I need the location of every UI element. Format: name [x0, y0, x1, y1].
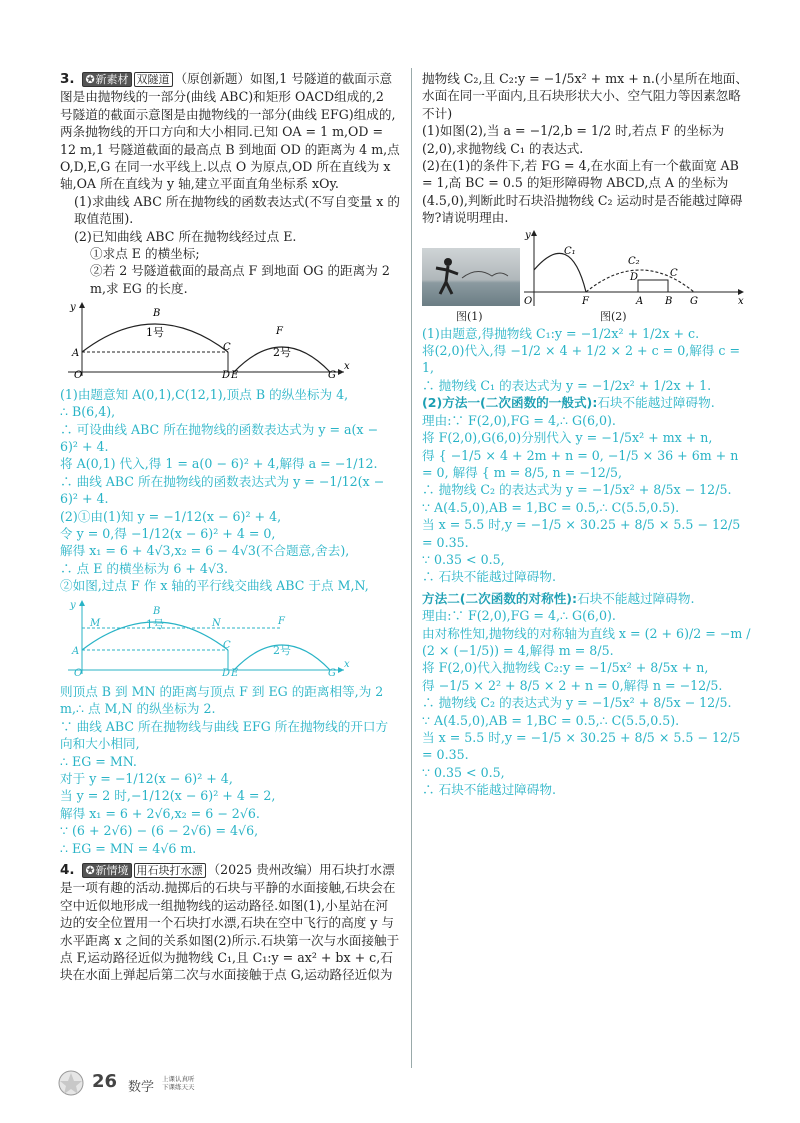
tag-new-material: ✪新素材 [82, 72, 132, 87]
question-number: 4. [60, 862, 75, 879]
figure-2-caption: 图(2) [600, 309, 627, 323]
svg-text:F: F [582, 295, 589, 307]
page-footer [52, 1068, 252, 1098]
subject-label: 数学 [128, 1080, 155, 1095]
point-B: B [153, 308, 161, 320]
question-source: （2025 贵州改编） [207, 862, 320, 878]
question-number: 3. [60, 71, 75, 87]
point-O: O [74, 370, 83, 379]
person-icon [422, 248, 520, 306]
part-1: (1)如图(2),当 a = −1/2,b = 1/2 时,若点 F 的坐标为 (2,0),求抛物线 C₁ 的表达式. [422, 123, 725, 156]
question-stem: 用石块打水漂是一项有趣的活动.抛掷后的石块与平静的水面接触,石块会在空中近似地形成一组抛物线的运动路径.如图(1),小星站在河边的安全位置用一个石块打水漂,石块在空中飞行的高度 y 与水平距离 x 之间的关系如图(2)所示.石块第一次与水面接触于点 F,运动路径近似为抛物线 C₁,且 C₁:y = ax² + bx + c,石块在水面上弹起后第二次与水面接触于点 G,运动路径近似为 [60, 862, 400, 983]
svg-text:A: A [636, 295, 644, 307]
svg-text:D: D [222, 667, 231, 676]
y-axis-label: y [70, 302, 76, 314]
answer-q4: (1)由题意,得抛物线 C₁:y = −1/2x² + 1/2x + c. 将(2,0)代入,得 −1/2 × 4 + 1/2 × 2 + c = 0,解得 c = 1, ∴ 抛物线 C₁ 的表达式为 y = −1/2x² + 1/2x + 1. (2)方法一(二次函数的一般式):石块不能越过障碍物. 理由:∵ F(2,0),FG = 4,∴ G(6,0). 将 F(2,0),G(6,0)分别代入 y = −1/5x² + mx + n, 得 { −1/5 × 4 + 2m + n = 0, −1/5 × 36 + 6m + n = 0, 解得 { m = 8/5, n = −12/5, ∴ 抛物线 C₂ 的表达式为 y = −1/5x² + 8/5x − 12/5. ∵ A(4.5,0),AB = 1,BC = 0.5,∴ C(5.5,0.5). 当 x = 5.5 时,y = −1/5 × 30.25 + 8/5 × 5.5 − 12/5 = 0.35. ∵ 0.35 < 0.5, ∴ 石块不能越过障碍物. 方法二(二次函数的对称性):石块不能越过障碍物. 理由:∵ F(2,0),FG = 4,∴ G(6,0). 由对称性知,抛物线的对称轴为直线 x = (2 + 6)/2 = −m / (2 × (−1/5)) = 4,解得 m = 8/5. 将 F(2,0)代入抛物线 C₂:y = −1/5x² + 8/5x + n, 得 −1/5 × 2² + 8/5 × 2 + n = 0,解得 n = −12/5. ∴ 抛物线 C₂ 的表达式为 y = −1/5x² + 8/5x − 12/5. ∵ A(4.5,0),AB = 1,BC = 0.5,∴ C(5.5,0.5). 当 x = 5.5 时,y = −1/5 × 30.25 + 8/5 × 5.5 − 12/5 = 0.35. ∵ 0.35 < 0.5, ∴ 石块不能越过障碍物. [422, 325, 751, 798]
svg-text:O: O [524, 295, 533, 307]
question-3: 3. ✪新素材 双隧道 （原创新题）如图,1 号隧道的截面示意图是由抛物线的一部分(曲线 ABC)和矩形 OACD组成的,2 号隧道的截面示意图是由抛物线的一部分(曲线 EFG)组成的,两条抛物线的开口方向和大小相同.已知 OA = 1 m,OD = 12 m,1 号隧道截面的最高点 B 到地面 OD 的距离为 4 m,点 O,D,E,G 在同一水平线上.以点 O 为原点,OD 所在直线为 x 轴,OA 所在直线为 y 轴,建立平面直角坐标系 xOy. (1)求曲线 ABC 所在抛物线的函数表达式(不写自变量 x 的取值范围). (2)已知曲线 ABC 所在抛物线经过点 E. ①求点 E 的横坐标; ②若 2 号隧道截面的最高点 F 到地面 OG 的距离为 2 m,求 EG 的长度. y B 1号 F 2号 A C O D E G x (1)由题意知 A(0,1),C(12,1),顶点 B 的纵坐标为 4, ∴ B(6,4), ∴ 可设曲线 ABC 所在抛物线的函数表达式为 y = a(x − 6)² + 4. 将 A(0,1) 代入,得 1 = a(0 − 6)² + 4,解得 a = −1/12. ∴ 曲线 ABC 所在抛物线的函数表达式为 y = −1/12(x − 6)² + 4. (2)①由(1)知 y = −1/12(x − 6)² + 4, 令 y = 0,得 −1/12(x − 6)² + 4 = 0, 解得 x₁ = 6 + 4√3,x₂ = 6 − 4√3(不合题意,舍去), ∴ 点 E 的横坐标为 6 + 4√3. ②如图,过点 F 作 x 轴的平行线交曲线 ABC 于点 M,N, y B 1号 M N F 2号 A C O D E G x 则顶点 B 到 MN 的距离与顶点 F 到 EG 的距离相等,为 2 m,∴ 点 M,N 的纵坐标为 2. ∵ 曲线 ABC 所在抛物线与曲线 EFG 所在抛物线的开口方向和大小相同, ∴ EG = MN. 对于 y = −1/12(x − 6)² + 4, 当 y = 2 时,−1/12(x − 6)² + 4 = 2, 解得 x₁ = 6 + 2√6,x₂ = 6 − 2√6. ∵ (6 + 2√6) − (6 − 2√6) = 4√6, ∴ EG = MN = 4√6 m. [60, 71, 400, 856]
svg-text:x: x [344, 658, 350, 670]
svg-text:M: M [90, 617, 101, 629]
point-A: A [72, 348, 80, 360]
question-4 [60, 861, 400, 984]
tag-topic: 双隧道 [134, 72, 173, 87]
svg-text:G: G [690, 295, 698, 307]
svg-text:x: x [738, 295, 744, 307]
svg-text:B: B [153, 605, 161, 617]
svg-text:C₂: C₂ [628, 255, 640, 267]
answer-q3: (1)由题意知 A(0,1),C(12,1),顶点 B 的纵坐标为 4, ∴ B(6,4), ∴ 可设曲线 ABC 所在抛物线的函数表达式为 y = a(x − 6)² + 4. 将 A(0,1) 代入,得 1 = a(0 − 6)² + 4,解得 a = −1/12. ∴ 曲线 ABC 所在抛物线的函数表达式为 y = −1/12(x − 6)² + 4. (2)①由(1)知 y = −1/12(x − 6)² + 4, 令 y = 0,得 −1/12(x − 6)² + 4 = 0, 解得 x₁ = 6 + 4√3,x₂ = 6 − 4√3(不合题意,舍去), ∴ 点 E 的横坐标为 6 + 4√3. ②如图,过点 F 作 x 轴的平行线交曲线 ABC 于点 M,N, y B 1号 M N F 2号 A C O D E G x 则顶点 B 到 MN 的距离与顶点 F 到 EG 的距离相等,为 2 m,∴ 点 M,N 的纵坐标为 2. ∵ 曲线 ABC 所在抛物线与曲线 EFG 所在抛物线的开口方向和大小相同, ∴ EG = MN. 对于 y = −1/12(x − 6)² + 4, 当 y = 2 时,−1/12(x − 6)² + 4 = 2, 解得 x₁ = 6 + 2√6,x₂ = 6 − 2√6. ∵ (6 + 2√6) − (6 − 2√6) = 4√6, ∴ EG = MN = 4√6 m. [60, 386, 389, 856]
part-1: (1)求曲线 ABC 所在抛物线的函数表达式(不写自变量 x 的取值范围). [74, 193, 400, 227]
point-G: G [328, 370, 336, 379]
tunnel-figure-1 [60, 300, 350, 378]
part-2: (2)已知曲线 ABC 所在抛物线经过点 E. [74, 228, 297, 244]
point-F: F [276, 326, 283, 338]
figures-row [422, 230, 752, 322]
question-source: （原创新题） [174, 71, 251, 86]
svg-text:N: N [212, 617, 221, 629]
method-2-title: 方法二(二次函数的对称性): [422, 590, 578, 606]
tunnel-figure-2 [60, 598, 350, 676]
point-E: E [231, 370, 239, 379]
point-C: C [223, 342, 231, 354]
tunnel-1-label: 1号 [146, 326, 164, 340]
svg-text:y: y [525, 229, 531, 241]
svg-text:G: G [328, 667, 336, 676]
svg-text:D: D [630, 271, 639, 283]
svg-text:C₁: C₁ [564, 245, 576, 257]
star-icon: ✪ [85, 864, 95, 878]
method-1-title: (2)方法一(二次函数的一般式): [422, 395, 598, 411]
svg-text:1号: 1号 [146, 617, 164, 631]
figure-2-graph [520, 230, 750, 310]
left-column [60, 70, 400, 984]
svg-text:B: B [665, 295, 673, 307]
question-stem-continued: 抛物线 C₂,且 C₂:y = −1/5x² + mx + n.(小星所在地面、水面在同一平面内,且石块形状大小、空气阻力等因素忽略不计) [422, 71, 748, 121]
publisher-logo-icon [52, 1068, 90, 1098]
svg-text:O: O [74, 667, 83, 676]
part-2a: ①求点 E 的横坐标; [90, 246, 200, 262]
svg-text:C: C [223, 639, 231, 651]
tag-topic: 用石块打水漂 [134, 863, 206, 878]
figure-1-caption: 图(1) [456, 309, 483, 323]
tag-new-context: ✪新情境 [82, 863, 132, 878]
tunnel-2-label: 2号 [273, 346, 291, 360]
slogan: 上课认真听 下课练天天 [162, 1075, 195, 1091]
svg-text:y: y [70, 599, 76, 611]
column-divider [411, 68, 412, 1068]
part-2b: ②若 2 号隧道截面的最高点 F 到地面 OG 的距离为 2 m,求 EG 的长度. [90, 263, 390, 296]
page-number: 26 [92, 1071, 118, 1092]
svg-text:2号: 2号 [273, 643, 291, 657]
svg-text:C: C [670, 267, 678, 279]
right-column [422, 70, 752, 799]
point-D: D [222, 370, 231, 379]
x-axis-label: x [344, 361, 350, 373]
star-icon: ✪ [85, 73, 95, 86]
svg-text:F: F [278, 615, 285, 627]
part-2: (2)在(1)的条件下,若 FG = 4,在水面上有一个截面宽 AB = 1,高 BC = 0.5 的矩形障碍物 ABCD,点 A 的坐标为(4.5,0),判断此时石块沿抛物线 C₂ 运动时是否能越过障碍物?请说明理由. [422, 158, 743, 226]
stone-skipping-photo [422, 248, 520, 306]
svg-text:E: E [231, 667, 239, 676]
svg-text:A: A [72, 645, 80, 657]
question-stem: 如图,1 号隧道的截面示意图是由抛物线的一部分(曲线 ABC)和矩形 OACD [60, 71, 393, 105]
